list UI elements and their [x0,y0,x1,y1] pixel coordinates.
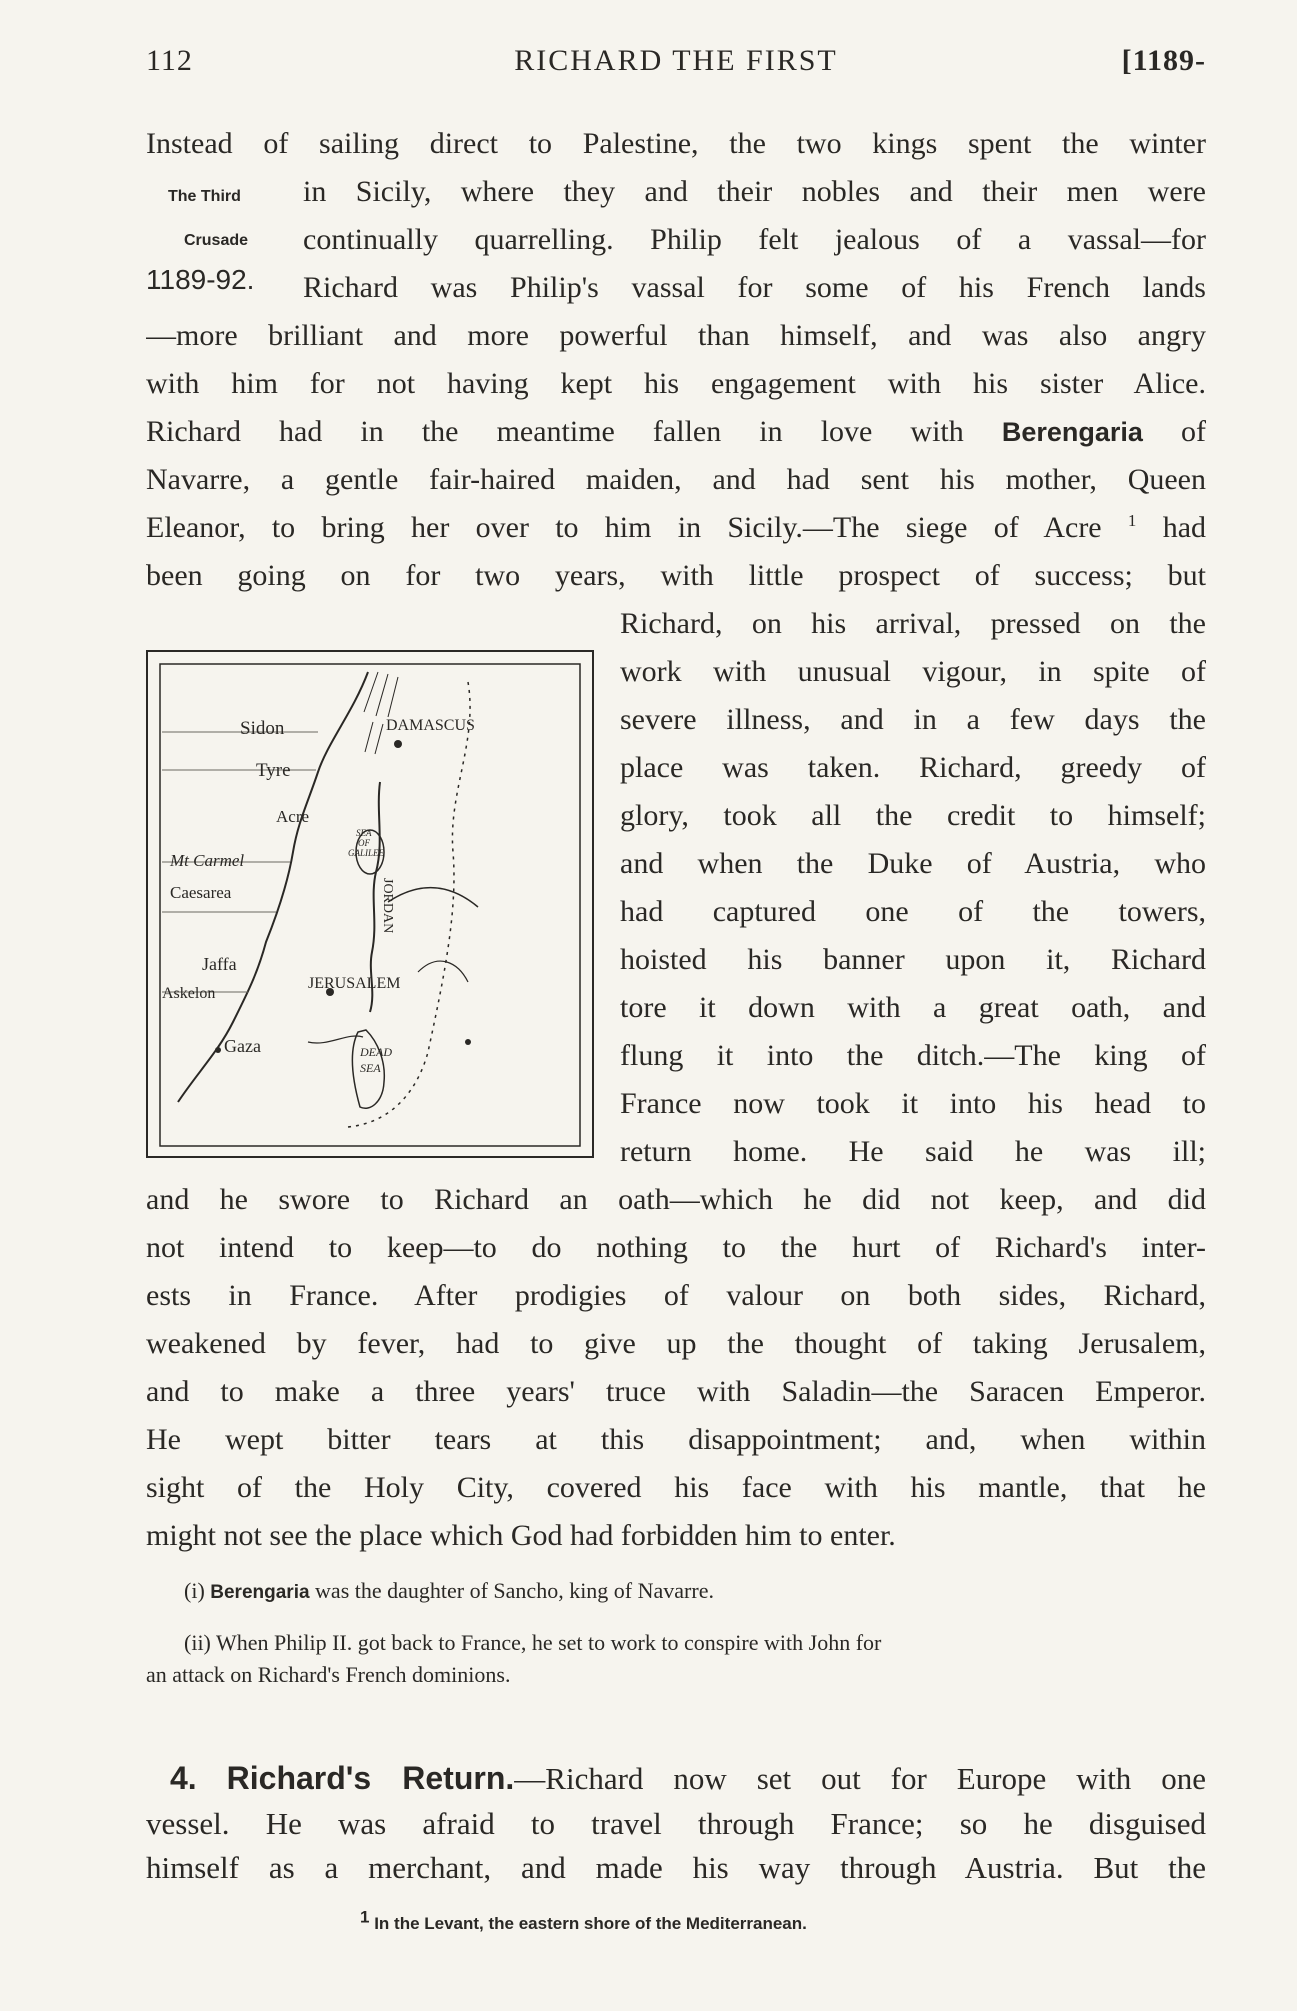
text-line: might not see the place which God had forbidden him to enter. [146,1519,896,1552]
map-drawing [148,652,596,1160]
section-title: Richard's Return. [226,1760,515,1796]
running-year: [1189- [1121,44,1206,77]
text-line: glory, took all the credit to himself; [620,799,1206,832]
footnote-1: (i) Berengaria was the daughter of Sancho, king of Navarre. [184,1578,714,1603]
page-number: 112 [146,44,193,77]
label-gaza: Gaza [224,1036,261,1056]
text-line: and when the Duke of Austria, who [620,847,1206,880]
label-acre: Acre [276,807,310,826]
name-berengaria: Berengaria [1001,417,1143,447]
town-dot [394,740,402,748]
mountains [364,672,398,754]
section-text: —Richard now set out for Europe with one [514,1761,1207,1796]
section-heading-line [170,1756,1206,1800]
text-line: Richard, on his arrival, pressed on the [620,607,1206,640]
text-line: He wept bitter tears at this disappointment; and, when within [146,1423,1206,1456]
text-line: continually quarrelling. Philip felt jealous of a vassal—for [303,223,1206,256]
road-line [418,961,468,982]
text-line: flung it into the ditch.—The king of [620,1039,1206,1072]
text-line: —more brilliant and more powerful than himself, and was also angry [146,319,1206,352]
river-line [388,888,478,907]
label-caesarea: Caesarea [170,883,232,902]
label-dead: DEAD [360,1045,392,1059]
text-line: return home. He said he was ill; [620,1135,1206,1168]
text-line: severe illness, and in a few days the [620,703,1206,736]
text-line: ests in France. After prodigies of valour on both sides, Richard, [146,1279,1206,1312]
label-tyre: Tyre [256,760,291,781]
label-mt-carmel: Mt Carmel [170,851,245,870]
text-line: Richard had in the meantime fallen in love with Berengaria of [146,415,1206,448]
text-line: not intend to keep—to do nothing to the hurt of Richard's inter- [146,1231,1206,1264]
text-line: in Sicily, where they and their nobles and their men were [303,175,1206,208]
label-damascus: DAMASCUS [386,717,475,734]
running-head [146,44,1206,84]
text-line: tore it down with a great oath, and [620,991,1206,1024]
text-line: hoisted his banner upon it, Richard [620,943,1206,976]
text-line: Richard was Philip's vassal for some of his French lands [303,271,1206,304]
palestine-map [146,650,594,1158]
label-galilee-of: OF [358,838,370,848]
text-line: Eleanor, to bring her over to him in Sicily.—The siege of Acre $^1$ had [146,511,1206,544]
text-line: work with unusual vigour, in spite of [620,655,1206,688]
footnote-2-cont: an attack on Richard's French dominions. [146,1662,511,1687]
label-sea: SEA [360,1061,381,1075]
footnote-2: (ii) When Philip II. got back to France, he set to work to conspire with John for [184,1630,882,1655]
footnote-mark: 1 [360,1907,370,1927]
text-line: Navarre, a gentle fair-haired maiden, and had sent his mother, Queen [146,463,1206,496]
label-jaffa: Jaffa [202,954,237,974]
section-number: 4. [170,1760,197,1796]
label-sidon: Sidon [240,718,285,739]
label-jordan: JORDAN [380,878,395,934]
label-askelon: Askelon [162,985,216,1002]
label-galilee-name: GALILEE [348,848,384,858]
margin-note-line: The Third [168,188,241,205]
town-dot [215,1047,221,1053]
text-line: been going on for two years, with little prospect of success; but [146,559,1206,592]
text-line: France now took it into his head to [620,1087,1206,1120]
text-line: Instead of sailing direct to Palestine, the two kings spent the winter [146,127,1206,160]
text-line: weakened by fever, had to give up the thought of taking Jerusalem, [146,1327,1206,1360]
running-title: RICHARD THE FIRST [514,44,838,77]
text-line: had captured one of the towers, [620,895,1206,928]
label-galilee-sea: SEA [356,828,372,838]
text-line: and to make a three years' truce with Saladin—the Saracen Emperor. [146,1375,1206,1408]
margin-note-line: Crusade [184,232,249,249]
text-line: sight of the Holy City, covered his face with his mantle, that he [146,1471,1206,1504]
text-line: with him for not having kept his engagement with his sister Alice. [146,367,1206,400]
name-berengaria: Berengaria [210,1582,310,1603]
town-dot [465,1039,471,1045]
footnote-ref: 1 [1127,511,1137,530]
text-line: himself as a merchant, and made his way through Austria. But the [146,1850,1206,1885]
text-line: and he swore to Richard an oath—which he did not keep, and did [146,1183,1206,1216]
text-line: vessel. He was afraid to travel through France; so he disguised [146,1806,1206,1841]
page-footnote: $^1$ In the Levant, the eastern shore of the Mediterranean. [360,1907,807,1933]
label-jerusalem: JERUSALEM [308,975,401,992]
text-line: place was taken. Richard, greedy of [620,751,1206,784]
margin-note-date: 1189-92. [146,264,255,295]
